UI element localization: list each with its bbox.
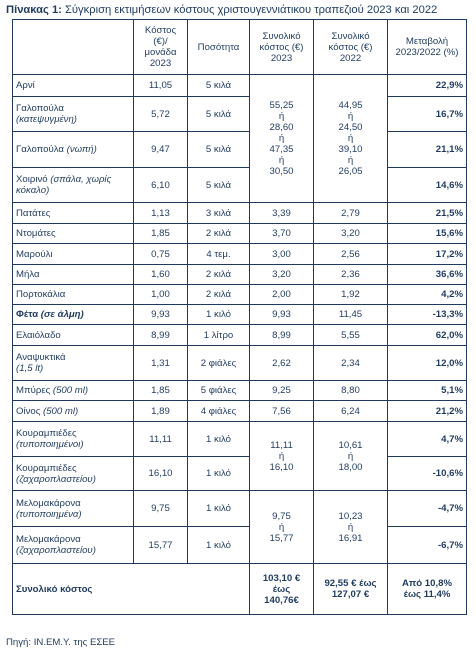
- total-2022-high: 127,07 €: [331, 589, 370, 600]
- row-total-2023: 3,39: [250, 203, 314, 224]
- item-name: Κουραμπιέδες: [16, 462, 77, 474]
- item-note: (ζαχαροπλαστείου): [16, 473, 96, 485]
- row-name: [13, 422, 134, 457]
- total-2023-to: έως: [272, 583, 291, 595]
- row-name: [13, 168, 134, 203]
- row-name: Πορτοκάλια: [13, 285, 134, 305]
- row-price: 15,77: [134, 527, 188, 564]
- row-change: -13,3%: [388, 305, 467, 325]
- row-change: 62,0%: [388, 325, 467, 346]
- row-total-2023: 7,56: [250, 401, 314, 422]
- row-price: 1,31: [134, 346, 188, 381]
- row-change: -6,7%: [388, 527, 467, 564]
- row-price: 1,89: [134, 401, 188, 422]
- total-2022: [314, 564, 388, 615]
- source-note: Πηγή: ΙΝ.ΕΜ.Υ. της ΕΣΕΕ: [6, 637, 116, 648]
- row-price: 5,72: [134, 97, 188, 132]
- kourabiedes-total-2022-v2: 18,00: [338, 461, 363, 473]
- item-note: (σπάλα, χωρίς κόκαλο): [16, 174, 112, 196]
- row-price: 1,60: [134, 265, 188, 285]
- row-change: 15,6%: [388, 224, 467, 244]
- header-quantity: Ποσότητα: [188, 20, 250, 75]
- item-note: (τυποποιημένοι): [16, 439, 84, 450]
- row-total-2022: 11,45: [314, 305, 388, 325]
- total-2023-low: 103,10 €: [262, 572, 301, 584]
- table-row: [13, 457, 467, 491]
- row-price: 8,99: [134, 325, 188, 346]
- total-change-low: Από 10,8%: [401, 578, 452, 589]
- row-total-2022: 6,24: [314, 401, 388, 422]
- row-change: 16,7%: [388, 97, 467, 132]
- row-quantity: 1 κιλό: [188, 422, 250, 457]
- row-change: 12,0%: [388, 346, 467, 381]
- row-name: [13, 491, 134, 527]
- table-caption: [6, 4, 437, 16]
- meat-total-2023-v4: 30,50: [269, 166, 294, 177]
- row-name: Μαρούλι: [13, 244, 134, 265]
- header-total-2023: Συνολικό κόστος (€) 2023: [250, 20, 314, 75]
- header-change: Μεταβολή 2023/2022 (%): [388, 20, 467, 75]
- total-2022-low: 92,55 € έως: [324, 578, 377, 589]
- row-quantity: 4 φιάλες: [188, 401, 250, 422]
- row-total-2023: 3,20: [250, 265, 314, 285]
- row-quantity: 5 κιλά: [188, 75, 250, 97]
- row-change: -4,7%: [388, 491, 467, 527]
- row-quantity: 5 φιάλες: [188, 381, 250, 401]
- row-total-2023: 2,00: [250, 285, 314, 305]
- kourabiedes-total-2022: [314, 422, 388, 491]
- total-change: [388, 564, 467, 615]
- item-name: Αρνί: [16, 80, 35, 91]
- melomakarona-total-2023-or: ή: [278, 521, 285, 533]
- meat-total-2022-or1: ή: [347, 111, 354, 122]
- table-row: [13, 491, 467, 527]
- item-name: Χοιρινό: [16, 174, 48, 185]
- row-change: 4,2%: [388, 285, 467, 305]
- row-total-2022: 2,34: [314, 346, 388, 381]
- row-quantity: 2 κιλά: [188, 285, 250, 305]
- item-name: Μελομακάρονα: [16, 534, 81, 545]
- row-change: 17,2%: [388, 244, 467, 265]
- header-total-2022: Συνολικό κόστος (€) 2022: [314, 20, 388, 75]
- row-price: 16,10: [134, 457, 188, 491]
- table-row: [13, 265, 467, 285]
- row-name: [13, 346, 134, 381]
- row-name: [13, 75, 134, 97]
- meat-total-2023-v3: 47,35: [269, 144, 294, 155]
- meat-total-2022-v2: 24,50: [338, 122, 363, 133]
- kourabiedes-total-2023-v2: 16,10: [269, 461, 294, 473]
- row-name: [13, 527, 134, 564]
- item-note: (500 ml): [52, 385, 89, 396]
- header-row: [13, 20, 467, 75]
- table-row: [13, 527, 467, 564]
- item-note: (σε άλμη): [40, 309, 84, 320]
- row-change: 4,7%: [388, 422, 467, 457]
- item-note: (ζαχαροπλαστείου): [16, 545, 96, 556]
- total-row: [13, 564, 467, 615]
- kourabiedes-total-2023-v1: 11,11: [270, 439, 293, 451]
- row-name: [13, 305, 134, 325]
- table-row: [13, 168, 467, 203]
- row-price: 1,85: [134, 224, 188, 244]
- kourabiedes-total-2023: [250, 422, 314, 491]
- meat-total-2023-v2: 28,60: [269, 122, 294, 133]
- row-name: [13, 457, 134, 491]
- table-row: [13, 325, 467, 346]
- row-quantity: 1 κιλό: [188, 457, 250, 491]
- table-row: [13, 224, 467, 244]
- item-note: (νωπή): [66, 144, 97, 155]
- row-price: 1,85: [134, 381, 188, 401]
- row-total-2022: 1,92: [314, 285, 388, 305]
- total-2023: [250, 564, 314, 615]
- meat-total-2022-v1: 44,95: [338, 100, 363, 111]
- row-quantity: 5 κιλά: [188, 97, 250, 132]
- table-row: [13, 346, 467, 381]
- row-total-2022: 8,80: [314, 381, 388, 401]
- row-quantity: 3 κιλά: [188, 203, 250, 224]
- meat-total-2023-or3: ή: [278, 155, 285, 166]
- row-name: [13, 381, 134, 401]
- melomakarona-total-2023-v1: 9,75: [272, 510, 291, 522]
- row-price: 1,13: [134, 203, 188, 224]
- item-name: Μπύρες: [16, 385, 51, 396]
- row-change: 22,9%: [388, 75, 467, 97]
- row-total-2022: 2,79: [314, 203, 388, 224]
- table-row: [13, 244, 467, 265]
- melomakarona-total-2022-or: ή: [347, 521, 354, 533]
- table-caption-text: Σύγκριση εκτιμήσεων κόστους χριστουγεννιάτικου τραπεζιού 2023 και 2022: [61, 4, 438, 16]
- table-row: [13, 285, 467, 305]
- row-quantity: 4 τεμ.: [188, 244, 250, 265]
- row-change: 21,2%: [388, 401, 467, 422]
- header-price: Κόστος (€)/ μονάδα 2023: [134, 20, 188, 75]
- table-row: [13, 381, 467, 401]
- table-row: [13, 132, 467, 168]
- row-total-2023: 9,93: [250, 305, 314, 325]
- meat-total-2022-v4: 26,05: [338, 166, 363, 177]
- item-name: Μελομακάρονα: [16, 497, 81, 509]
- row-quantity: 1 κιλό: [188, 527, 250, 564]
- row-price: 0,75: [134, 244, 188, 265]
- item-name: Γαλοπούλα: [16, 144, 64, 155]
- meat-total-2023-or1: ή: [278, 111, 285, 122]
- row-quantity: 5 κιλά: [188, 132, 250, 168]
- cost-comparison-table: [12, 19, 467, 615]
- row-change: 5,1%: [388, 381, 467, 401]
- item-note: (500 ml): [43, 405, 79, 417]
- row-total-2022: 2,36: [314, 265, 388, 285]
- row-price: 11,05: [134, 75, 188, 97]
- item-name: Οίνος: [16, 405, 41, 417]
- table-row: [13, 305, 467, 325]
- row-quantity: 1 κιλό: [188, 305, 250, 325]
- row-quantity: 2 κιλά: [188, 265, 250, 285]
- row-price: 9,75: [134, 491, 188, 527]
- row-total-2023: 8,99: [250, 325, 314, 346]
- row-change: -10,6%: [388, 457, 467, 491]
- row-change: 36,6%: [388, 265, 467, 285]
- row-total-2022: 5,55: [314, 325, 388, 346]
- table-row: [13, 75, 467, 97]
- item-note: (κατεψυγμένη): [16, 114, 77, 125]
- table-caption-label: Πίνακας 1:: [6, 4, 62, 16]
- melomakarona-total-2022: [314, 491, 388, 564]
- row-total-2022: 3,20: [314, 224, 388, 244]
- row-change: 21,5%: [388, 203, 467, 224]
- meat-total-2022-v3: 39,10: [338, 144, 363, 155]
- table-row: [13, 203, 467, 224]
- melomakarona-total-2022-v1: 10,23: [338, 510, 363, 522]
- row-total-2023: 3,00: [250, 244, 314, 265]
- kourabiedes-total-2022-or: ή: [347, 450, 354, 462]
- total-label: Συνολικό κόστος: [13, 564, 250, 615]
- row-total-2023: 3,70: [250, 224, 314, 244]
- row-name: [13, 401, 134, 422]
- row-total-2023: 2,62: [250, 346, 314, 381]
- row-quantity: 2 κιλά: [188, 224, 250, 244]
- row-change: 21,1%: [388, 132, 467, 168]
- row-name: [13, 97, 134, 132]
- meat-total-2023: [250, 75, 314, 203]
- kourabiedes-total-2022-v1: 10,61: [338, 439, 363, 451]
- row-price: 6,10: [134, 168, 188, 203]
- item-name: Φέτα: [16, 309, 39, 320]
- table-row: [13, 97, 467, 132]
- row-quantity: 5 κιλά: [188, 168, 250, 203]
- meat-total-2023-v1: 55,25: [269, 100, 294, 111]
- row-name: [13, 132, 134, 168]
- row-name: Ντομάτες: [13, 224, 134, 244]
- item-name: Αναψυκτικά: [16, 352, 66, 363]
- row-price: 1,00: [134, 285, 188, 305]
- meat-total-2022: [314, 75, 388, 203]
- item-name: Γαλοπούλα: [16, 103, 64, 114]
- meat-total-2023-or2: ή: [278, 133, 285, 144]
- table-row: [13, 422, 467, 457]
- row-quantity: 2 φιάλες: [188, 346, 250, 381]
- meat-total-2022-or2: ή: [347, 133, 354, 144]
- row-name: Ελαιόλαδο: [13, 325, 134, 346]
- total-2023-high: 140,76€: [264, 594, 299, 606]
- meat-total-2022-or3: ή: [347, 155, 354, 166]
- row-price: 11,11: [134, 422, 188, 457]
- item-name: Κουραμπιέδες: [16, 428, 77, 439]
- melomakarona-total-2023: [250, 491, 314, 564]
- item-note: (τυποποιημένα): [16, 508, 82, 520]
- row-total-2023: 9,25: [250, 381, 314, 401]
- row-price: 9,47: [134, 132, 188, 168]
- row-name: Μήλα: [13, 265, 134, 285]
- kourabiedes-total-2023-or: ή: [278, 450, 285, 462]
- row-quantity: 1 κιλό: [188, 491, 250, 527]
- total-change-high: έως 11,4%: [403, 589, 451, 600]
- header-empty: [13, 20, 134, 75]
- melomakarona-total-2023-v2: 15,77: [269, 532, 294, 544]
- row-total-2022: 2,56: [314, 244, 388, 265]
- row-price: 9,93: [134, 305, 188, 325]
- melomakarona-total-2022-v2: 16,91: [338, 532, 363, 544]
- row-quantity: 1 λίτρο: [188, 325, 250, 346]
- table-row: [13, 401, 467, 422]
- item-note: (1,5 lt): [16, 363, 44, 374]
- row-change: 14,6%: [388, 168, 467, 203]
- row-name: Πατάτες: [13, 203, 134, 224]
